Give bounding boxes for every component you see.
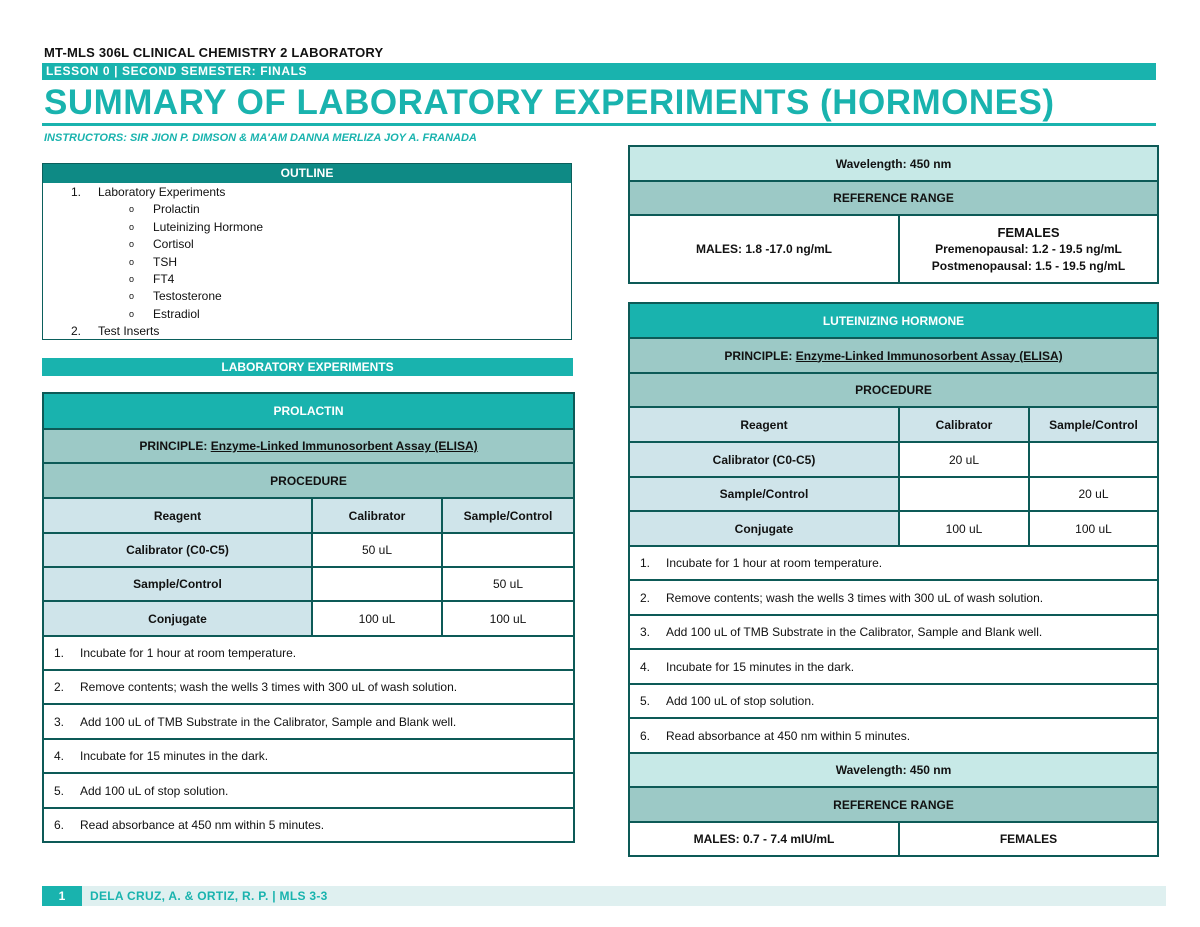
step-text: Read absorbance at 450 nm within 5 minutes. [666,728,911,743]
title-divider [42,123,1156,126]
column-header-reagent: Reagent [43,498,312,533]
outline-box [42,163,572,340]
procedure-step [629,684,1158,718]
procedure-step [629,615,1158,649]
outline-subitem-label: Luteinizing Hormone [153,219,264,234]
principle-value: Enzyme-Linked Immunosorbent Assay (ELISA) [795,348,1063,363]
calibrator-cell [312,567,442,601]
bullet-icon: o [129,204,135,215]
procedure-step [43,773,574,808]
outline-number: 2. [71,324,82,339]
lh-wavelength: Wavelength: 450 nm [629,753,1158,787]
outline-subitem [43,288,571,305]
table-row [629,442,1158,477]
calibrator-cell [899,477,1029,511]
step-number: 4. [640,659,651,674]
step-number: 3. [640,625,651,639]
course-title: MT-MLS 306L CLINICAL CHEMISTRY 2 LABORATORY [44,45,384,60]
outline-item-label: Laboratory Experiments [98,185,226,199]
sample-cell: 20 uL [1029,477,1158,511]
lh-table [628,302,1159,857]
outline-item [43,323,571,340]
sample-cell: 50 uL [442,567,574,601]
procedure-step [629,718,1158,753]
bullet-icon: o [129,221,135,232]
instructors: INSTRUCTORS: SIR JION P. DIMSON & MA'AM DANNA MERLIZA JOY A. FRANADA [44,132,477,144]
outline-subitem-label: Estradiol [153,306,200,321]
reagent-cell: Sample/Control [43,567,312,601]
step-number: 1. [640,556,651,570]
reagent-cell: Calibrator (C0-C5) [629,442,899,477]
sample-cell: 100 uL [442,601,574,636]
table-row [43,567,574,601]
outline-subitem-label: TSH [153,254,177,269]
step-number: 5. [640,694,651,708]
table-row [43,601,574,636]
prolactin-principle [43,429,574,463]
page-number: 1 [42,886,82,906]
procedure-step [43,670,574,704]
lh-title: LUTEINIZING HORMONE [629,303,1158,338]
bullet-icon: o [129,308,135,319]
outline-subitem [43,254,571,271]
outline-subitem-label: Cortisol [153,237,194,252]
procedure-step [43,704,574,739]
outline-list [43,183,571,341]
reagent-cell: Calibrator (C0-C5) [43,533,312,567]
sample-cell [442,533,574,567]
step-number: 6. [640,728,651,743]
step-number: 3. [54,714,65,729]
column-header-sample: Sample/Control [442,498,574,533]
lesson-label: LESSON 0 | SECOND SEMESTER: FINALS [46,64,308,78]
lh-procedure-heading: PROCEDURE [629,373,1158,407]
principle-label: PRINCIPLE: [724,348,796,363]
outline-item [43,184,571,201]
procedure-step [43,739,574,773]
females-heading: FEMALES [997,224,1060,240]
outline-subitem-label: Prolactin [153,202,200,217]
bullet-icon: o [129,273,135,284]
table-row [629,511,1158,546]
step-text: Remove contents; wash the wells 3 times with 300 uL of wash solution. [666,590,1044,605]
bullet-icon: o [129,291,135,302]
calibrator-cell: 20 uL [899,442,1029,477]
step-text: Incubate for 1 hour at room temperature. [666,556,883,570]
prolactin-table [42,392,575,843]
sample-cell: 100 uL [1029,511,1158,546]
reagent-cell: Conjugate [629,511,899,546]
page-title: SUMMARY OF LABORATORY EXPERIMENTS (HORMONES) [44,83,1055,122]
step-number: 2. [640,590,651,605]
lh-reference-heading: REFERENCE RANGE [629,787,1158,822]
step-text: Add 100 uL of TMB Substrate in the Calibrator, Sample and Blank well. [666,625,1043,639]
prolactin-procedure-heading: PROCEDURE [43,463,574,498]
reagent-cell: Sample/Control [629,477,899,511]
step-text: Read absorbance at 450 nm within 5 minutes. [80,818,325,832]
outline-subitem [43,219,571,236]
lh-principle [629,338,1158,373]
column-header-reagent: Reagent [629,407,899,442]
outline-subitem-label: Testosterone [153,289,222,304]
outline-subitem [43,201,571,218]
prolactin-reference-table [628,145,1159,284]
step-text: Add 100 uL of stop solution. [80,783,229,798]
lh-females-range: FEMALES [899,822,1158,856]
calibrator-cell: 50 uL [312,533,442,567]
outline-item-label: Test Inserts [98,324,160,339]
procedure-step [43,808,574,842]
step-text: Incubate for 15 minutes in the dark. [666,659,855,674]
prolactin-reference-heading: REFERENCE RANGE [629,181,1158,215]
table-row [43,533,574,567]
bullet-icon: o [129,239,135,250]
step-text: Add 100 uL of TMB Substrate in the Calibrator, Sample and Blank well. [80,714,457,729]
postmenopausal-range: Postmenopausal: 1.5 - 19.5 ng/mL [931,258,1126,273]
reagent-cell: Conjugate [43,601,312,636]
prolactin-wavelength: Wavelength: 450 nm [629,146,1158,181]
column-header-sample: Sample/Control [1029,407,1158,442]
step-text: Add 100 uL of stop solution. [666,694,815,708]
step-number: 2. [54,680,65,694]
outline-subitem-label: FT4 [153,271,175,286]
outline-subitem [43,306,571,323]
step-number: 5. [54,783,65,798]
column-header-calibrator: Calibrator [312,498,442,533]
procedure-step [43,636,574,670]
outline-number: 1. [71,185,82,199]
lab-experiments-heading: LABORATORY EXPERIMENTS [42,358,573,376]
prolactin-males-range: MALES: 1.8 -17.0 ng/mL [629,215,899,283]
prolactin-females-range [899,215,1158,283]
calibrator-cell: 100 uL [899,511,1029,546]
outline-subitem [43,271,571,288]
principle-label: PRINCIPLE: [139,439,211,453]
procedure-step [629,580,1158,615]
column-header-calibrator: Calibrator [899,407,1029,442]
lh-males-range: MALES: 0.7 - 7.4 mIU/mL [629,822,899,856]
premenopausal-range: Premenopausal: 1.2 - 19.5 ng/mL [935,241,1122,256]
procedure-step [629,649,1158,684]
outline-heading: OUTLINE [43,164,571,183]
footer-authors: DELA CRUZ, A. & ORTIZ, R. P. | MLS 3-3 [90,889,328,903]
prolactin-title: PROLACTIN [43,393,574,429]
step-number: 6. [54,818,65,832]
outline-subitem [43,236,571,253]
step-number: 1. [54,646,65,660]
step-text: Incubate for 1 hour at room temperature. [80,646,297,660]
bullet-icon: o [129,256,135,267]
calibrator-cell: 100 uL [312,601,442,636]
step-text: Incubate for 15 minutes in the dark. [80,749,269,763]
procedure-step [629,546,1158,580]
principle-value: Enzyme-Linked Immunosorbent Assay (ELISA) [210,439,478,453]
sample-cell [1029,442,1158,477]
step-number: 4. [54,749,65,763]
table-row [629,477,1158,511]
step-text: Remove contents; wash the wells 3 times with 300 uL of wash solution. [80,680,458,694]
